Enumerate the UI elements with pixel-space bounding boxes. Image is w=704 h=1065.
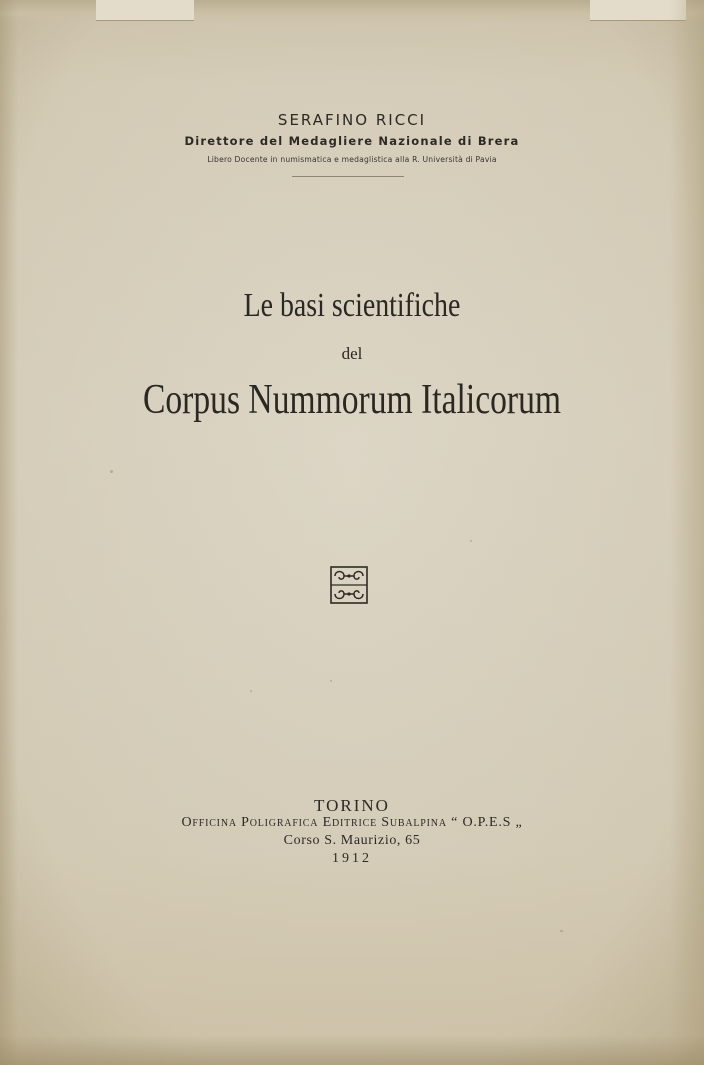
paper-speck [110,470,113,473]
torn-paper-strip [96,0,194,21]
title-line-2: Corpus Nummorum Italicorum [142,377,562,423]
author-title: Direttore del Medagliere Nazionale di Brera [184,134,520,148]
author-note: Libero Docente in numismatica e medaglistica alla R. Università di Pavia [207,155,497,164]
divider-rule [292,176,404,177]
author-name: SERAFINO RICCI [277,111,427,129]
bottom-edge [0,1035,704,1065]
printer-ornament-icon [330,566,368,604]
imprint-year: 1912 [332,851,372,866]
paper-speck [250,690,252,692]
paper-speck [560,930,563,932]
imprint-city: TORINO [314,796,390,815]
paper-speck [330,680,332,682]
paper-speck [470,540,472,542]
title-line-1: Le basi scientifiche [243,287,461,324]
title-connector: del [341,344,363,363]
imprint-address: Corso S. Maurizio, 65 [283,833,421,848]
imprint-printer: Officina Poligrafica Editrice Subalpina “ O.P.E.S „ [181,815,523,830]
